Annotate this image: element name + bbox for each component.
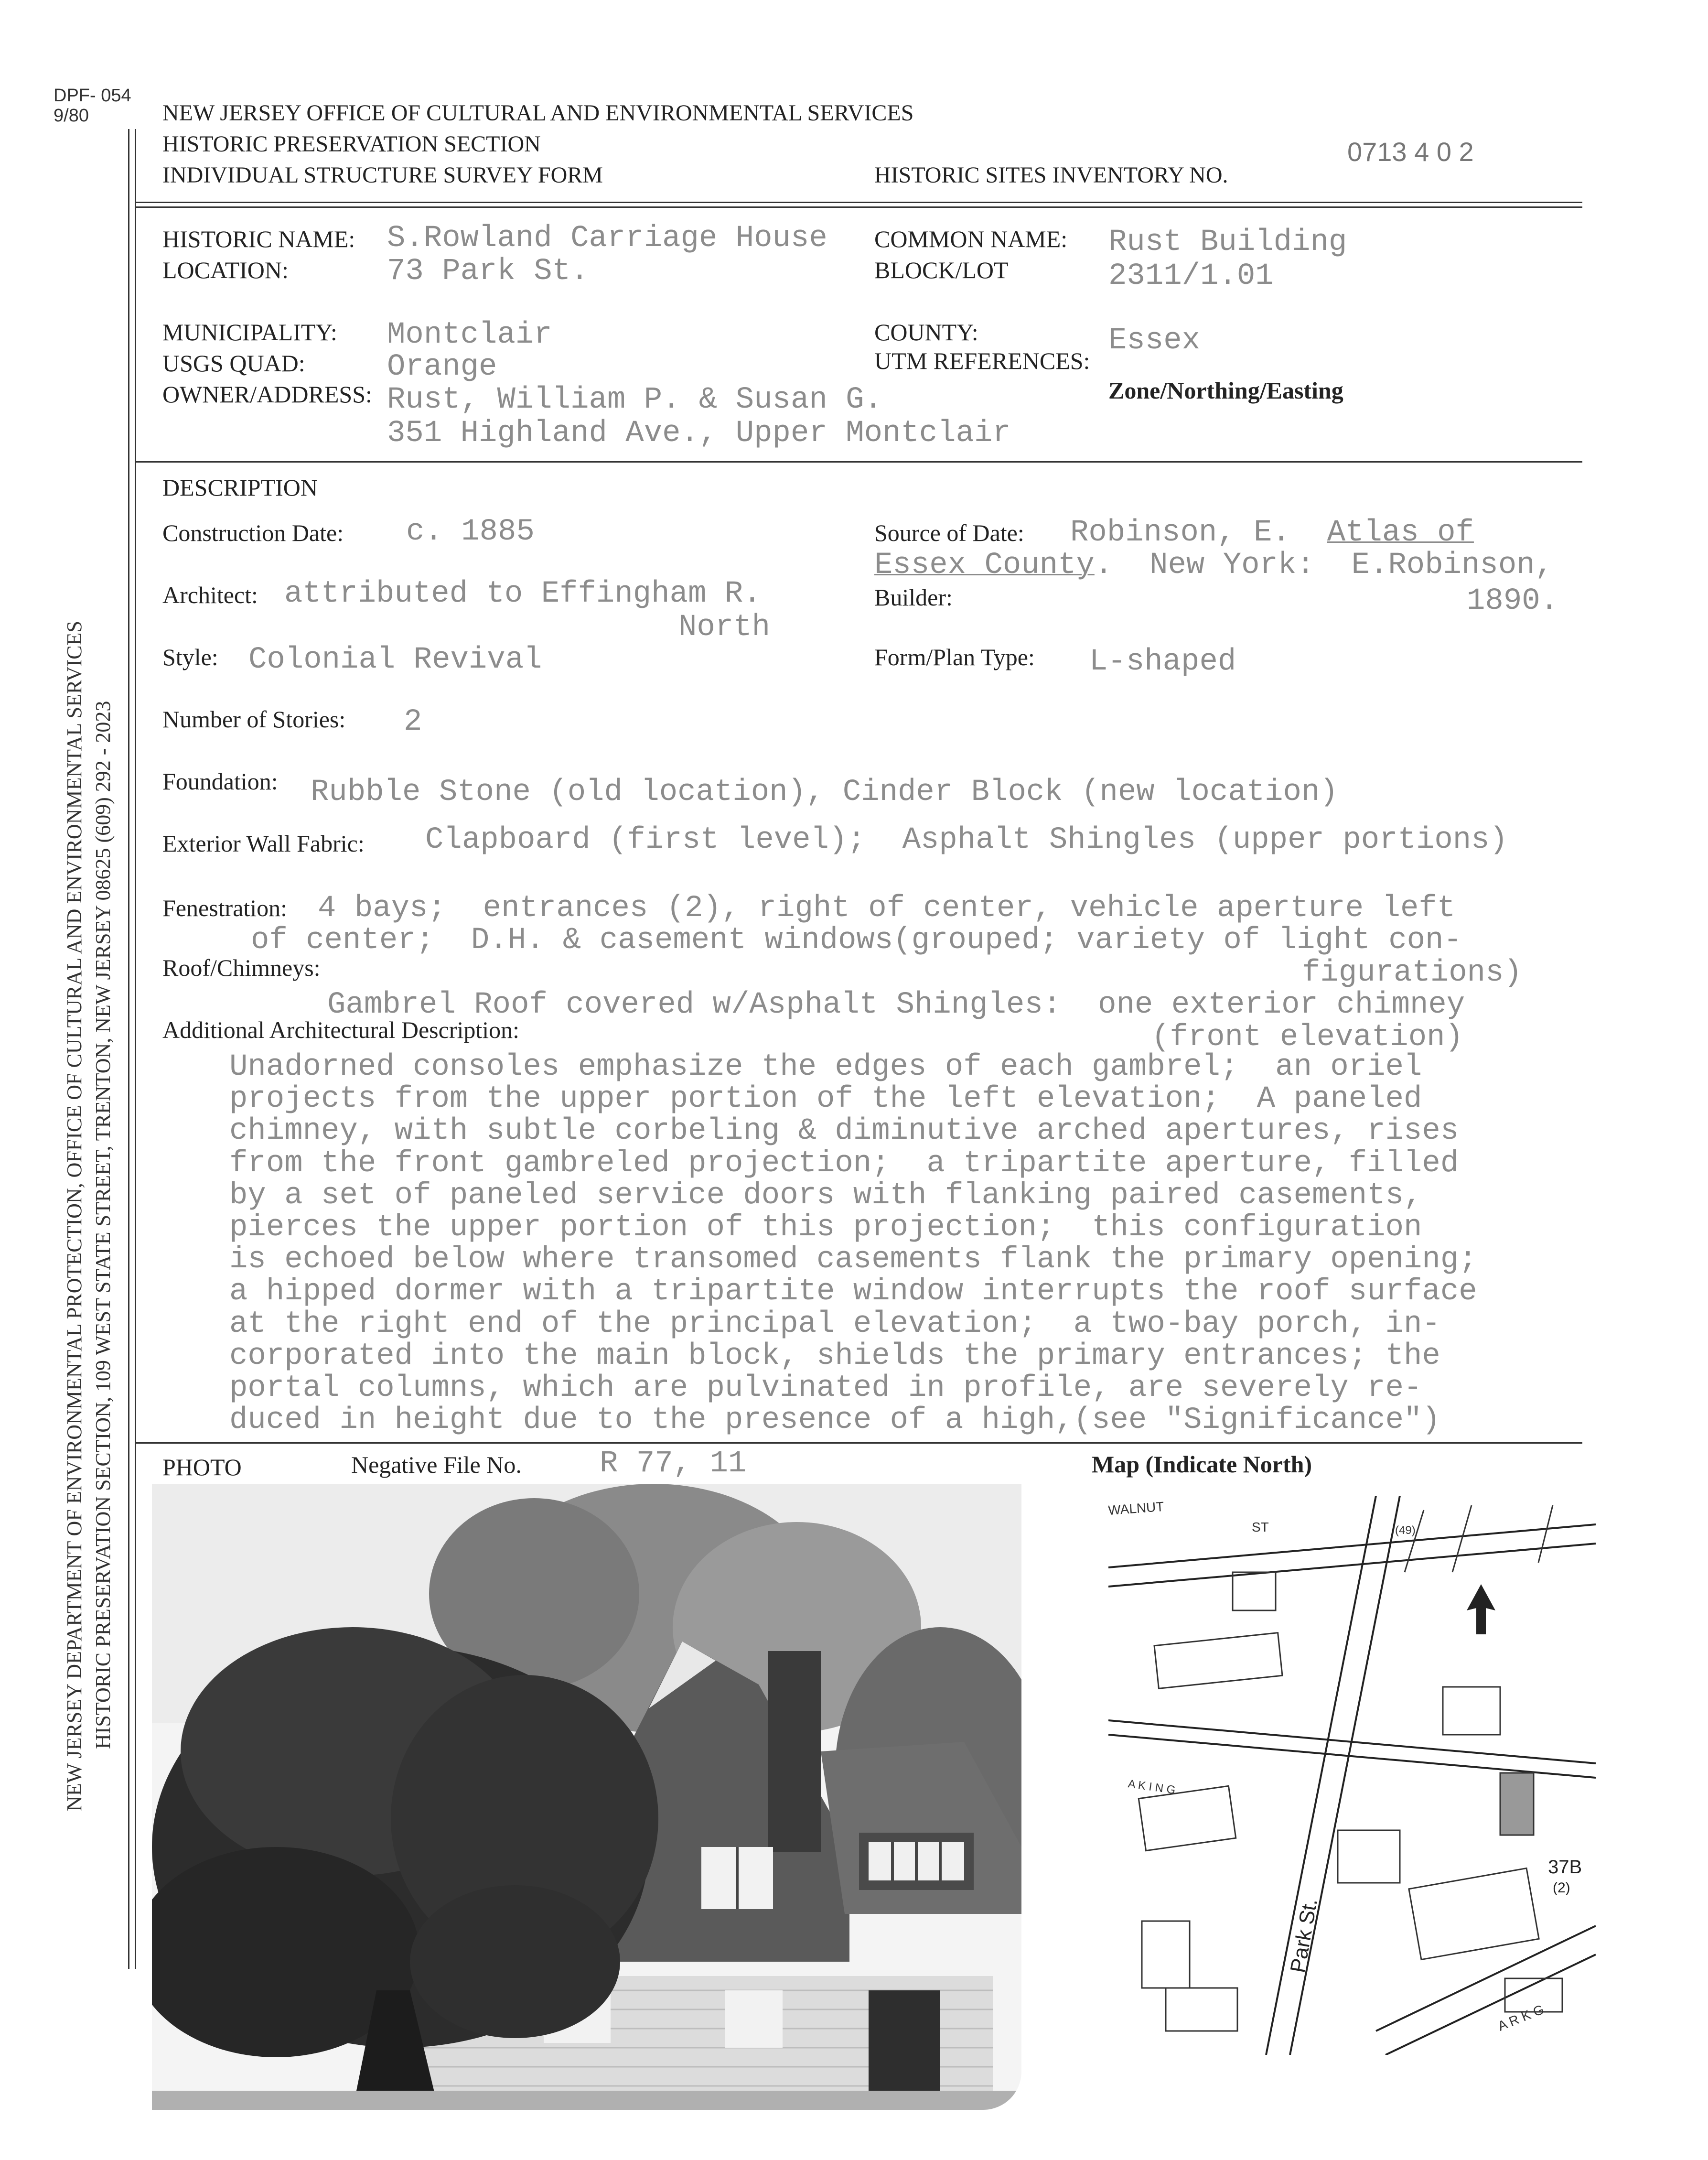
block-lot-value: 2311/1.01 xyxy=(1108,259,1274,293)
location-map-graphic xyxy=(1108,1496,1596,2055)
map-lot-number: 37B xyxy=(1548,1857,1582,1878)
usgs-label: USGS QUAD: xyxy=(162,350,305,377)
map-lot-sub: (2) xyxy=(1553,1880,1570,1896)
additional-line: at the right end of the principal elevation; a two-bay porch, in- xyxy=(229,1307,1440,1341)
map-street-st: ST xyxy=(1252,1520,1269,1534)
form-code-id: DPF- 054 xyxy=(54,86,131,106)
negative-file-value: R 77, 11 xyxy=(600,1447,747,1481)
fenestration-line-1: 4 bays; entrances (2), right of center, vehicle aperture left xyxy=(318,891,1456,926)
map-street-park: Park St. xyxy=(1286,1897,1322,1975)
additional-line: pierces the upper portion of this projection; this configuration xyxy=(229,1210,1422,1245)
header-section: HISTORIC PRESERVATION SECTION xyxy=(162,131,541,157)
map-parking-left: A K I N G xyxy=(1127,1777,1176,1797)
source-title-b: Essex County xyxy=(874,548,1095,583)
foundation-value: Rubble Stone (old location), Cinder Block (new location) xyxy=(311,775,1338,810)
form-plan-label: Form/Plan Type: xyxy=(874,644,1035,670)
county-value: Essex xyxy=(1108,324,1201,358)
form-code-date: 9/80 xyxy=(54,105,89,126)
additional-line: by a set of paneled service doors with flanking paired casements, xyxy=(229,1178,1422,1213)
additional-line: is echoed below where transomed casements flank the primary opening; xyxy=(229,1242,1477,1277)
left-border-rule xyxy=(128,129,129,1969)
additional-line: portal columns, which are pulvinated in profile, are severely re- xyxy=(229,1371,1422,1405)
identification-divider xyxy=(135,461,1582,463)
style-label: Style: xyxy=(162,644,218,670)
fenestration-line-2: of center; D.H. & casement windows(grouped; variety of light con- xyxy=(251,923,1462,958)
description-heading: DESCRIPTION xyxy=(162,474,318,501)
additional-line: duced in height due to the presence of a high,(see "Significance") xyxy=(229,1403,1440,1438)
roof-line-2: (front elevation) xyxy=(1151,1020,1463,1055)
form-code xyxy=(54,86,131,126)
utm-subheading: Zone/Northing/Easting xyxy=(1108,377,1343,404)
building-photo xyxy=(152,1484,1021,2110)
map-label: Map (Indicate North) xyxy=(1092,1451,1312,1478)
map-street-walnut: WALNUT xyxy=(1108,1499,1165,1518)
left-border-rule-inner xyxy=(135,129,136,1969)
foundation-label: Foundation: xyxy=(162,768,278,795)
header-agency: NEW JERSEY OFFICE OF CULTURAL AND ENVIRONMENTAL SERVICES xyxy=(162,100,914,126)
additional-line: projects from the upper portion of the left elevation; A paneled xyxy=(229,1082,1422,1117)
source-title-a: Atlas of xyxy=(1327,516,1474,550)
roof-label: Roof/Chimneys: xyxy=(162,954,321,981)
wall-fabric-value: Clapboard (first level); Asphalt Shingles (upper portions) xyxy=(425,823,1508,857)
form-header xyxy=(162,98,913,191)
building-photo-graphic xyxy=(152,1484,1021,2110)
location-value: 73 Park St. xyxy=(387,254,589,289)
additional-line: from the front gambreled projection; a tripartite aperture, filled xyxy=(229,1146,1459,1181)
usgs-value: Orange xyxy=(387,350,497,384)
common-name-value: Rust Building xyxy=(1108,225,1347,259)
historic-name-value: S.Rowland Carriage House xyxy=(387,221,827,256)
additional-description xyxy=(229,1051,1477,1436)
owner-line-2: 351 Highland Ave., Upper Montclair xyxy=(387,416,1011,451)
stories-value: 2 xyxy=(404,705,422,739)
header-divider xyxy=(135,202,1582,203)
description-divider xyxy=(135,1442,1582,1444)
construction-date-label: Construction Date: xyxy=(162,519,344,546)
sidebar-line-1: NEW JERSEY DEPARTMENT OF ENVIRONMENTAL PROTECTION, OFFICE OF CULTURAL AND ENVIRONMENTAL SERVICES xyxy=(63,621,86,1811)
source-line-1 xyxy=(1070,517,1474,549)
negative-file-label: Negative File No. xyxy=(351,1451,522,1478)
additional-line: corporated into the main block, shields the primary entrances; the xyxy=(229,1339,1440,1373)
construction-date-value: c. 1885 xyxy=(406,515,535,549)
sidebar-line-2: HISTORIC PRESERVATION SECTION, 109 WEST STATE STREET, TRENTON, NEW JERSEY 08625 (609) 292 - 2023 xyxy=(91,701,115,1749)
fenestration-label: Fenestration: xyxy=(162,895,288,921)
source-author: Robinson, E. xyxy=(1070,516,1327,550)
fenestration-line-3: figurations) xyxy=(1302,956,1522,990)
additional-line: chimney, with subtle corbeling & diminutive arched apertures, rises xyxy=(229,1114,1459,1149)
common-name-label: COMMON NAME: xyxy=(874,226,1068,252)
architect-line-2: North xyxy=(678,610,771,645)
municipality-label: MUNICIPALITY: xyxy=(162,319,337,346)
owner-label: OWNER/ADDRESS: xyxy=(162,381,372,408)
block-lot-label: BLOCK/LOT xyxy=(874,257,1009,283)
source-publisher: . New York: E.Robinson, xyxy=(1094,548,1554,583)
location-map xyxy=(1108,1496,1596,2055)
style-value: Colonial Revival xyxy=(248,643,542,677)
map-lot-49: (49) xyxy=(1395,1524,1416,1537)
map-parking-right: A R K G xyxy=(1495,2001,1547,2034)
header-divider-2 xyxy=(135,206,1582,208)
municipality-value: Montclair xyxy=(387,318,552,352)
additional-line: Unadorned consoles emphasize the edges of each gambrel; an oriel xyxy=(229,1050,1422,1084)
stories-label: Number of Stories: xyxy=(162,706,346,733)
source-of-date-label: Source of Date: xyxy=(874,519,1024,546)
county-label: COUNTY: xyxy=(874,319,978,346)
roof-line-1: Gambrel Roof covered w/Asphalt Shingles: one exterior chimney xyxy=(327,988,1465,1022)
utm-label: UTM REFERENCES: xyxy=(874,347,1090,374)
historic-name-label: HISTORIC NAME: xyxy=(162,226,355,252)
owner-line-1: Rust, William P. & Susan G. xyxy=(387,383,882,417)
inventory-number: 0713 4 0 2 xyxy=(1347,137,1474,167)
inventory-label: HISTORIC SITES INVENTORY NO. xyxy=(874,162,1228,188)
additional-description-label: Additional Architectural Description: xyxy=(162,1016,520,1043)
builder-label: Builder: xyxy=(874,584,953,611)
additional-line: a hipped dormer with a tripartite window interrupts the roof surface xyxy=(229,1274,1477,1309)
wall-fabric-label: Exterior Wall Fabric: xyxy=(162,830,365,857)
location-label: LOCATION: xyxy=(162,257,289,283)
architect-label: Architect: xyxy=(162,582,258,608)
source-line-3: 1890. xyxy=(1467,584,1559,618)
photo-label: PHOTO xyxy=(162,1454,242,1480)
header-form-title: INDIVIDUAL STRUCTURE SURVEY FORM xyxy=(162,162,603,188)
source-line-2 xyxy=(874,550,1553,582)
form-plan-value: L-shaped xyxy=(1089,645,1236,679)
architect-line-1: attributed to Effingham R. xyxy=(284,577,762,611)
